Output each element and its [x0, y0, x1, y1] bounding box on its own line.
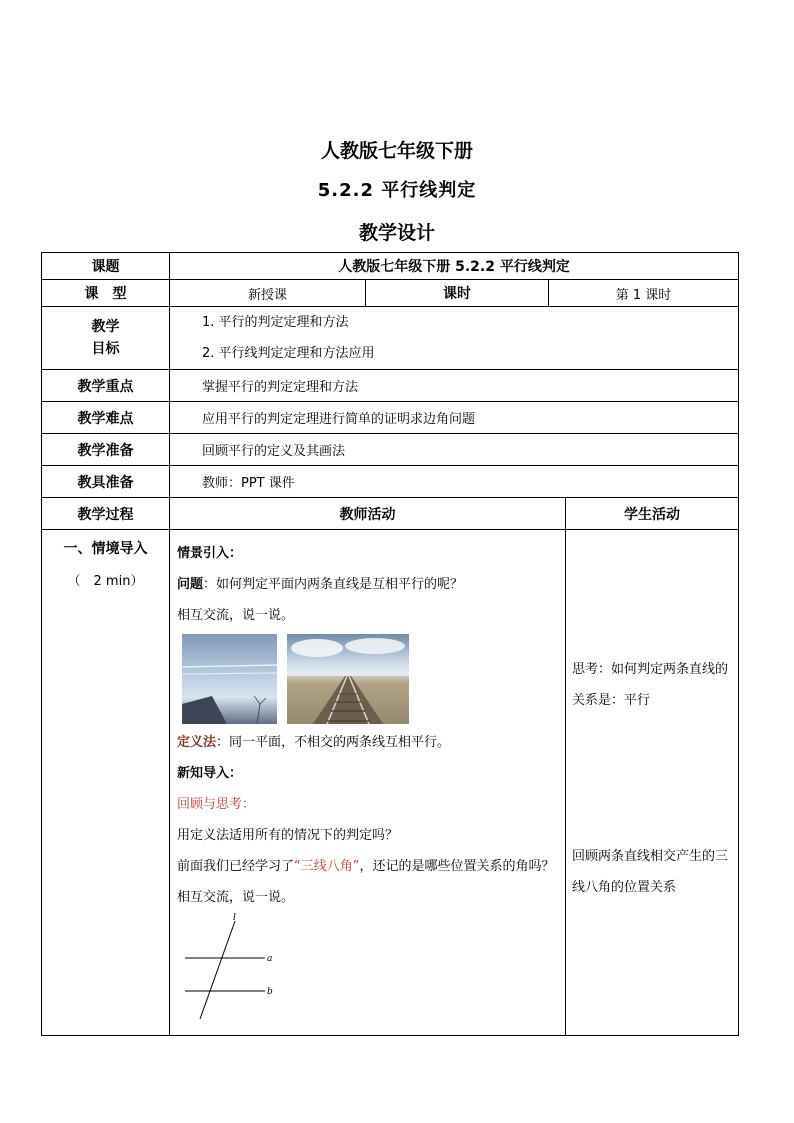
scene-images: [182, 634, 559, 724]
topic-label: 课题: [42, 253, 170, 280]
goals-list: [170, 307, 739, 370]
section-1-time: （ 2 min）: [67, 574, 144, 589]
doc-subtitle: 5.2.2 平行线判定: [317, 180, 477, 201]
row-tools: [42, 466, 739, 498]
student-note-1: 思考：如何判定两条直线的关系是：平行: [572, 662, 729, 708]
row-topic: [42, 253, 739, 280]
prep-label: 教学准备: [42, 434, 170, 466]
railway-track-image: [287, 634, 409, 724]
process-label: 教学过程: [42, 498, 170, 530]
definition-line: [177, 727, 559, 758]
row-focus: [42, 370, 739, 402]
review-heading: 回顾与思考：: [177, 797, 256, 812]
type-label: 课 型: [42, 280, 170, 307]
row-type: [42, 280, 739, 307]
row-goals: [42, 307, 739, 370]
label-a: a: [267, 954, 273, 964]
label-b: b: [267, 987, 273, 997]
goal-item: 2. 平行线判定定理和方法应用: [202, 346, 375, 361]
question-3: [177, 851, 559, 913]
period-label: 课时: [366, 280, 549, 307]
tools-value: 教师：PPT 课件: [170, 466, 739, 498]
tools-label: 教具准备: [42, 466, 170, 498]
focus-label: 教学重点: [42, 370, 170, 402]
question-text: ：如何判定平面内两条直线是互相平行的呢？: [203, 577, 464, 592]
goals-label: 教学 目标: [42, 307, 170, 370]
definition-text: ：同一平面，不相交的两条线互相平行。: [216, 735, 451, 750]
section-1-cell: [42, 530, 170, 1036]
teacher-activity-header: 教师活动: [170, 498, 566, 530]
q3-part-b: ，还记的是哪些位置关系的角吗？相互交流，说一说。: [177, 859, 555, 905]
student-activity-cell: [566, 530, 739, 1036]
difficulty-value: 应用平行的判定定理进行简单的证明求边角问题: [170, 402, 739, 434]
period-value: 第 1 课时: [549, 280, 739, 307]
three-lines-diagram: [180, 913, 290, 1023]
student-activity-header: 学生活动: [566, 498, 739, 530]
q3-part-a: 前面我们已经学习了: [177, 859, 295, 874]
difficulty-label: 教学难点: [42, 402, 170, 434]
question-2: 用定义法适用所有的情况下的判定吗？: [177, 828, 399, 843]
intro-heading: 情景引入：: [177, 546, 243, 561]
row-prep: [42, 434, 739, 466]
teacher-activity-cell: [170, 530, 566, 1036]
doc-title: 人教版七年级下册: [320, 140, 473, 162]
row-process-header: [42, 498, 739, 530]
question-prefix: 问题: [177, 577, 204, 592]
row-section-1: [42, 530, 739, 1036]
goal-item: 1. 平行的判定定理和方法: [202, 315, 349, 330]
label-l: l: [233, 913, 236, 923]
discuss-line: 相互交流，说一说。: [177, 608, 295, 623]
definition-label: 定义法: [177, 735, 217, 750]
topic-value: 人教版七年级下册 5.2.2 平行线判定: [170, 253, 739, 280]
new-heading: 新知导入：: [177, 766, 243, 781]
student-note-2: 回顾两条直线相交产生的三线八角的位置关系: [572, 849, 729, 895]
type-value: 新授课: [170, 280, 366, 307]
lesson-plan-table: [41, 252, 739, 1036]
prep-value: 回顾平行的定义及其画法: [170, 434, 739, 466]
q3-quote: “三线八角”: [294, 859, 360, 874]
focus-value: 掌握平行的判定定理和方法: [170, 370, 739, 402]
question-line: [177, 569, 559, 600]
row-difficulty: [42, 402, 739, 434]
section-1-title: 一、情境导入: [63, 541, 148, 557]
doc-heading: 教学设计: [358, 222, 435, 244]
sky-contrails-image: [182, 634, 277, 724]
